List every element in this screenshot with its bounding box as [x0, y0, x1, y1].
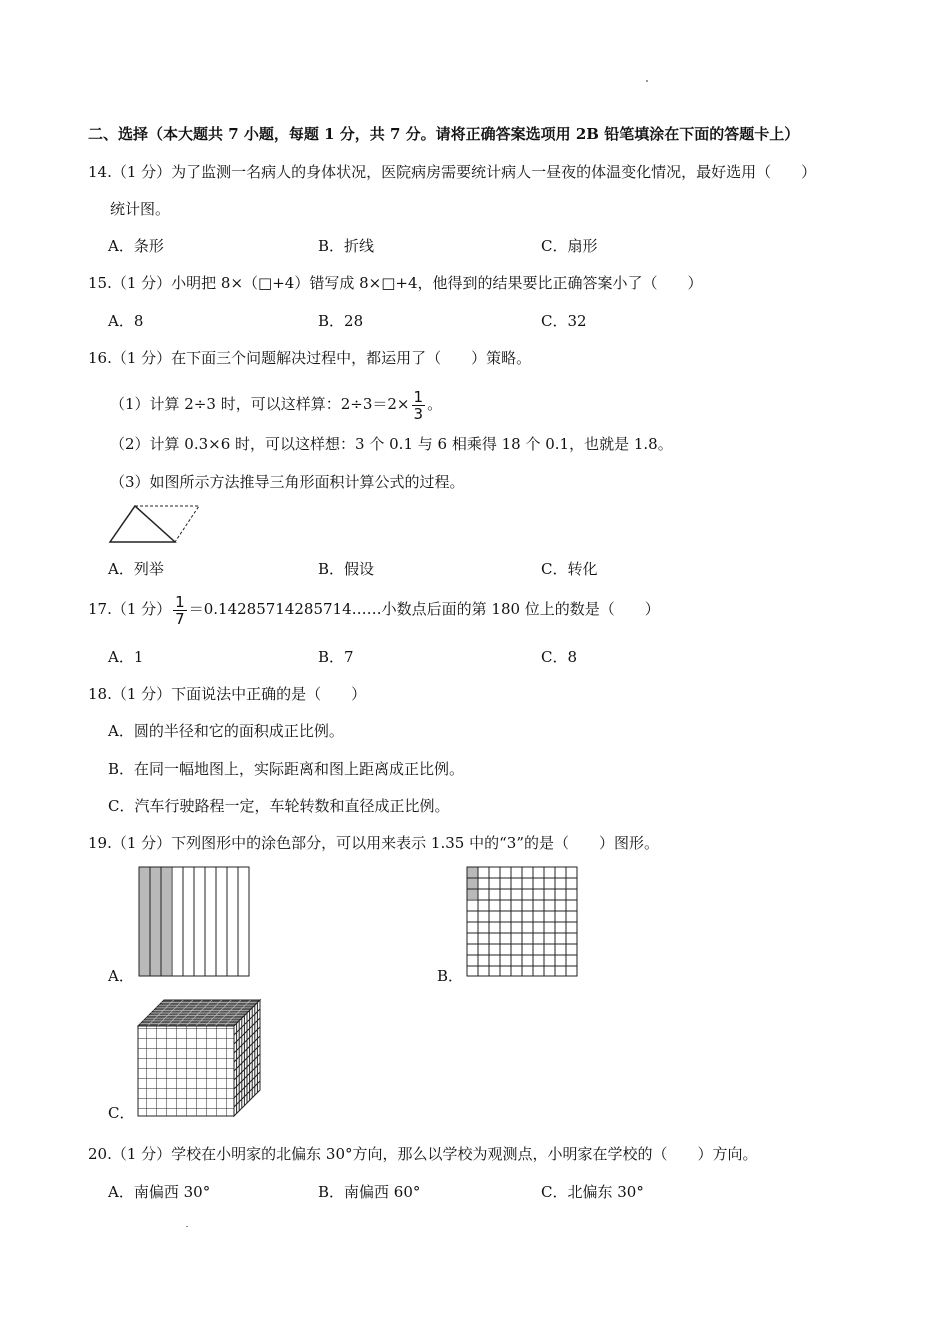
question-19: 19.（1 分）下列图形中的涂色部分，可以用来表示 1.35 中的“3”的是（ ）图形。	[88, 834, 659, 852]
q16-sub-1-text: （1）计算 2÷3 时，可以这样算：2÷3＝2×	[110, 395, 410, 413]
hundred-grid	[467, 867, 577, 976]
q16-sub-2: （2）计算 0.3×6 时，可以这样想：3 个 0.1 与 6 相乘得 18 个 0.1，也就是 1.8。	[110, 435, 673, 453]
question-17: 17.（1 分） $\frac{1}{7}$ ＝0.14285714285714……小数点后面的第 180 位上的数是（ ）	[88, 592, 660, 628]
q16-sub-1: （1）计算 2÷3 时，可以这样算：2÷3＝2× $\frac{1}{3}$ 。	[110, 387, 443, 423]
question-14-cont: 统计图。	[110, 200, 171, 218]
shaded-cells	[467, 867, 478, 899]
q17-option-b[interactable]: B．7	[318, 648, 354, 666]
q17-option-a[interactable]: A．1	[108, 648, 144, 666]
triangle-shape	[110, 506, 175, 542]
q16-option-c[interactable]: C．转化	[541, 560, 598, 578]
q19-label-c[interactable]: C．	[108, 1104, 135, 1122]
question-14: 14.（1 分）为了监测一名病人的身体状况，医院病房需要统计病人一昼夜的体温变化情况，最好选用（ ）	[88, 163, 817, 181]
q17-option-c[interactable]: C．8	[541, 648, 578, 666]
q14-option-b[interactable]: B．折线	[318, 237, 375, 255]
q14-option-a[interactable]: A．条形	[108, 237, 164, 255]
fraction-one-third: $\frac{1}{3}$	[413, 387, 424, 423]
question-15: 15.（1 分）小明把 8×（□+4）错写成 8×□+4，他得到的结果要比正确答案小了（ ）	[88, 274, 703, 292]
q18-option-a[interactable]: A．圆的半径和它的面积成正比例。	[108, 722, 344, 740]
q18-option-b[interactable]: B．在同一幅地图上，实际距离和图上距离成正比例。	[108, 760, 465, 778]
q16-sub-3: （3）如图所示方法推导三角形面积计算公式的过程。	[110, 473, 465, 491]
q15-option-c[interactable]: C．32	[541, 312, 587, 330]
q15-option-a[interactable]: A．8	[108, 312, 144, 330]
fraction-one-seventh: $\frac{1}{7}$	[175, 592, 185, 628]
shaded-columns	[139, 867, 171, 976]
triangle-parallelogram-figure	[105, 502, 205, 546]
q19-figure-a-columns	[138, 866, 252, 978]
dashed-copy-triangle	[135, 506, 199, 542]
question-18: 18.（1 分）下面说法中正确的是（ ）	[88, 685, 367, 703]
question-16: 16.（1 分）在下面三个问题解决过程中，都运用了（ ）策略。	[88, 349, 532, 367]
q14-option-c[interactable]: C．扇形	[541, 237, 598, 255]
q16-option-a[interactable]: A．列举	[108, 560, 164, 578]
q19-label-a[interactable]: A．	[108, 967, 134, 985]
scan-speck	[646, 80, 648, 82]
q18-option-c[interactable]: C．汽车行驶路程一定，车轮转数和直径成正比例。	[108, 797, 450, 815]
q20-option-a[interactable]: A．南偏西 30°	[108, 1183, 211, 1201]
q20-option-c[interactable]: C．北偏东 30°	[541, 1183, 644, 1201]
section-title: 二、选择（本大题共 7 小题，每题 1 分，共 7 分。请将正确答案选项用 2B 铅笔填涂在下面的答题卡上）	[88, 125, 800, 143]
q19-figure-c-cube	[136, 998, 262, 1118]
q16-option-b[interactable]: B．假设	[318, 560, 375, 578]
cube-front-face	[138, 1026, 234, 1116]
q19-figure-b-hundred-grid	[466, 866, 579, 978]
q19-label-b[interactable]: B．	[437, 967, 464, 985]
q15-option-b[interactable]: B．28	[318, 312, 364, 330]
q20-option-b[interactable]: B．南偏西 60°	[318, 1183, 421, 1201]
question-20: 20.（1 分）学校在小明家的北偏东 30°方向，那么以学校为观测点，小明家在学校的（ ）方向。	[88, 1145, 758, 1163]
scan-speck	[186, 1226, 188, 1227]
